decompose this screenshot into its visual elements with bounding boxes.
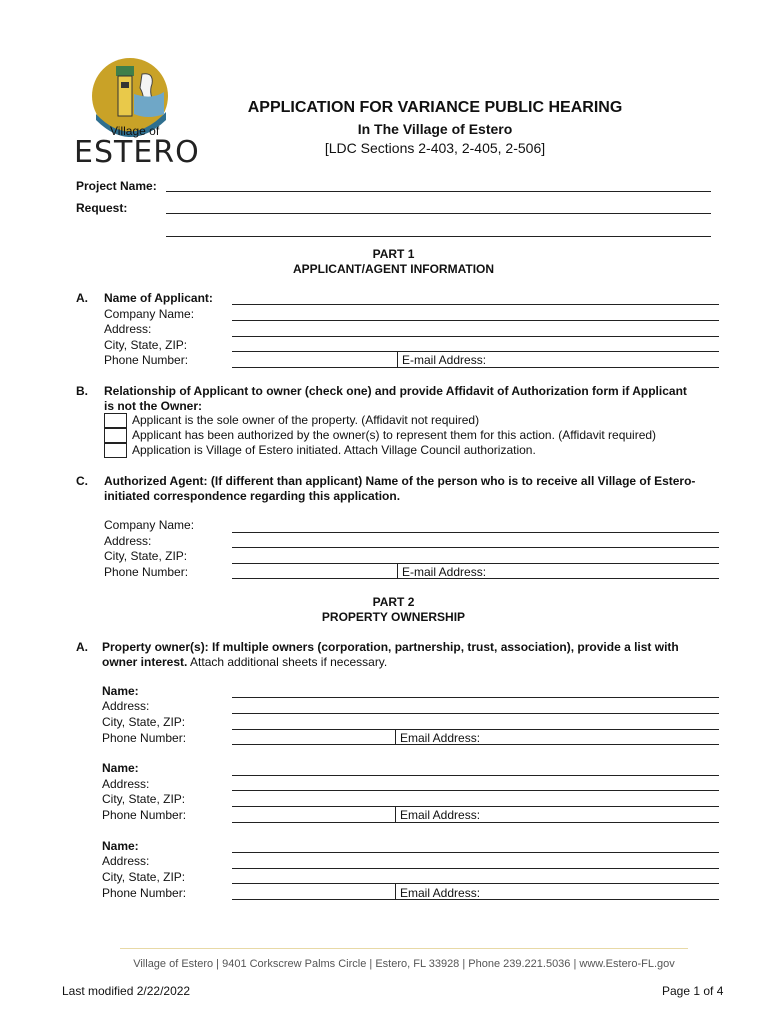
agent-phone-label: Phone Number: <box>104 565 189 579</box>
authorized-checkbox[interactable] <box>104 428 127 443</box>
agent-company-field[interactable] <box>232 532 719 533</box>
agent-address-label: Address: <box>104 534 152 548</box>
page-subtitle: In The Village of Estero <box>357 121 513 137</box>
request-label: Request: <box>76 201 128 215</box>
applicant-address-field[interactable] <box>232 336 719 337</box>
owner-email-label: Email Address: <box>400 808 481 822</box>
owner-city-label: City, State, ZIP: <box>102 870 186 884</box>
footer-rule <box>120 948 688 949</box>
section-b-letter: B. <box>76 384 88 398</box>
village-initiated-checkbox[interactable] <box>104 443 127 458</box>
ldc-sections: [LDC Sections 2-403, 2-405, 2-506] <box>324 140 546 156</box>
agent-city-label: City, State, ZIP: <box>104 549 188 563</box>
name-of-applicant-label: Name of Applicant: <box>104 291 213 305</box>
option-authorized: Applicant has been authorized by the owner(s) to represent them for this action. (Affidavit required) <box>132 428 657 442</box>
page-title: APPLICATION FOR VARIANCE PUBLIC HEARING <box>247 99 623 116</box>
owner-address-label: Address: <box>102 699 150 713</box>
page-number: Page 1 of 4 <box>662 984 724 998</box>
field-divider <box>395 807 396 822</box>
option-village-initiated: Application is Village of Estero initiated. Attach Village Council authorization. <box>132 443 536 457</box>
field-divider <box>397 563 398 578</box>
owner-name-field[interactable] <box>232 852 719 853</box>
section-a-letter: A. <box>76 291 88 305</box>
owner-email-label: Email Address: <box>400 886 481 900</box>
last-modified: Last modified 2/22/2022 <box>62 984 191 998</box>
footer-address: Village of Estero | 9401 Corkscrew Palms Circle | Estero, FL 33928 | Phone 239.221.5036 | www.Estero-FL.gov <box>133 958 675 970</box>
field-divider <box>397 352 398 367</box>
part2-section-a-letter: A. <box>76 640 88 654</box>
agent-city-field[interactable] <box>232 563 719 564</box>
relationship-text-2: is not the Owner: <box>104 399 203 413</box>
applicant-company-field[interactable] <box>232 320 719 321</box>
applicant-city-field[interactable] <box>232 351 719 352</box>
owner-address-field[interactable] <box>232 790 719 791</box>
owner-address-field[interactable] <box>232 713 719 714</box>
relationship-text-1: Relationship of Applicant to owner (check one) and provide Affidavit of Authorization form if Applicant <box>104 384 687 398</box>
owner-phone-label: Phone Number: <box>102 808 187 822</box>
field-divider <box>395 729 396 744</box>
part2-heading: PART 2 <box>372 595 415 609</box>
authorized-agent-text-1: Authorized Agent: (If different than applicant) Name of the person who is to receive all Village of Estero- <box>104 474 696 488</box>
owner-city-label: City, State, ZIP: <box>102 715 186 729</box>
owner-city-field[interactable] <box>232 806 719 807</box>
part2-subheading: PROPERTY OWNERSHIP <box>321 610 466 624</box>
request-field-line-2[interactable] <box>166 236 711 237</box>
applicant-name-field[interactable] <box>232 304 719 305</box>
company-name-label: Company Name: <box>104 307 195 321</box>
field-divider <box>395 884 396 899</box>
owner-name-label: Name: <box>102 761 139 775</box>
owner-name-field[interactable] <box>232 775 719 776</box>
authorized-agent-text-2: initiated correspondence regarding this application. <box>104 489 401 503</box>
owner-city-field[interactable] <box>232 883 719 884</box>
section-c-letter: C. <box>76 474 88 488</box>
project-name-field[interactable] <box>166 191 711 192</box>
option-sole-owner: Applicant is the sole owner of the property. (Affidavit not required) <box>132 413 480 427</box>
owner-name-label: Name: <box>102 684 139 698</box>
agent-company-label: Company Name: <box>104 518 195 532</box>
owner-interest-text: owner interest. <box>102 655 188 669</box>
property-owners-text-2 <box>102 655 387 670</box>
owner-name-label: Name: <box>102 839 139 853</box>
owner-phone-label: Phone Number: <box>102 731 187 745</box>
owner-name-field[interactable] <box>232 697 719 698</box>
property-owners-text-1: Property owner(s): If multiple owners (corporation, partnership, trust, association), provide a list with <box>102 640 679 654</box>
agent-address-field[interactable] <box>232 547 719 548</box>
attach-sheets-text: Attach additional sheets if necessary. <box>187 655 388 669</box>
request-field-line-1[interactable] <box>166 213 711 214</box>
sole-owner-checkbox[interactable] <box>104 413 127 428</box>
part1-subheading: APPLICANT/AGENT INFORMATION <box>292 262 495 276</box>
owner-phone-label: Phone Number: <box>102 886 187 900</box>
owner-email-label: Email Address: <box>400 731 481 745</box>
village-of-estero-logo <box>72 54 200 174</box>
project-name-label: Project Name: <box>76 179 157 193</box>
part1-heading: PART 1 <box>372 247 415 261</box>
agent-email-label: E-mail Address: <box>402 565 487 579</box>
email-address-label: E-mail Address: <box>402 353 487 367</box>
owner-address-label: Address: <box>102 777 150 791</box>
phone-number-label: Phone Number: <box>104 353 189 367</box>
owner-address-label: Address: <box>102 854 150 868</box>
logo-estero: ESTERO <box>74 135 200 170</box>
owner-city-label: City, State, ZIP: <box>102 792 186 806</box>
logo-village-of: Village of <box>110 124 160 138</box>
city-state-zip-label: City, State, ZIP: <box>104 338 188 352</box>
address-label: Address: <box>104 322 152 336</box>
owner-city-field[interactable] <box>232 729 719 730</box>
owner-address-field[interactable] <box>232 868 719 869</box>
